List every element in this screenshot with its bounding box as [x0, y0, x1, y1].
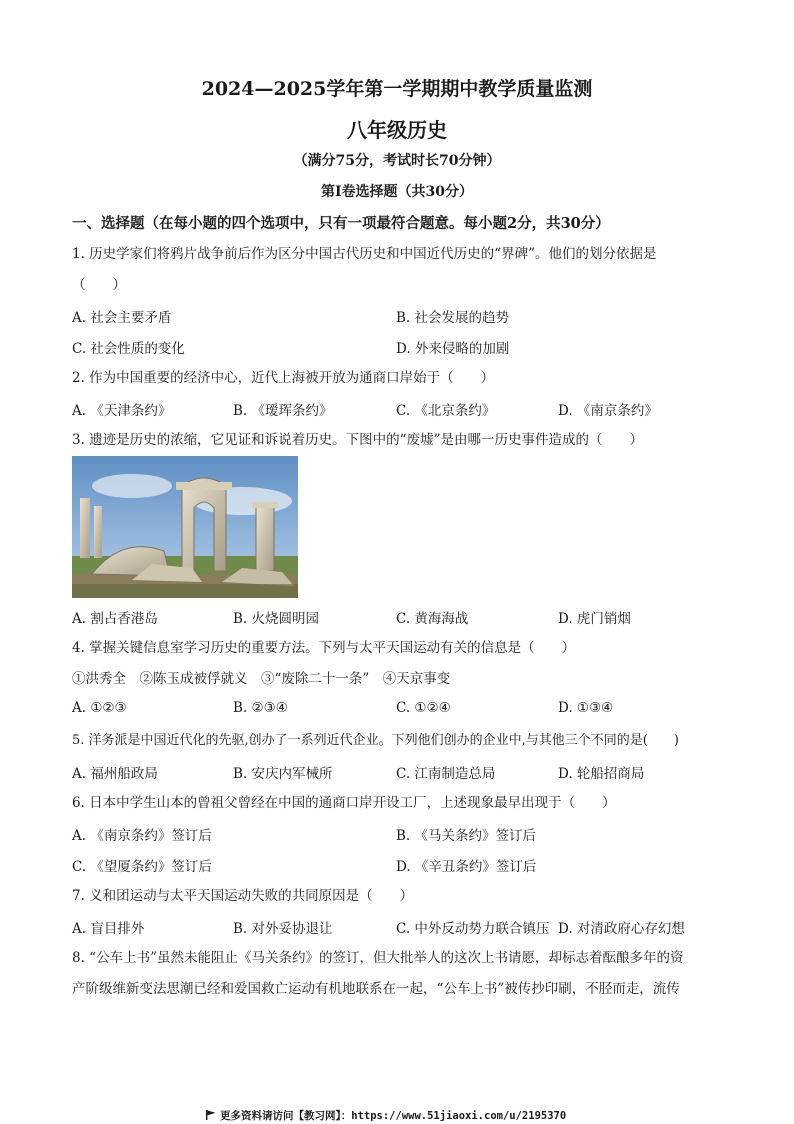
q3-option-a: A. 割占香港岛: [72, 611, 158, 627]
q2-option-b: B. 《瑷珲条约》: [233, 403, 333, 419]
q7-option-a: A. 盲目排外: [72, 921, 145, 937]
q4-option-d: D. ①③④: [558, 700, 614, 716]
question-8-text-cont: 产阶级维新变法思潮已经和爱国救亡运动有机地联系在一起，“公车上书”被传抄印刷，不胫而走，流传: [72, 981, 680, 997]
q3-option-d: D. 虎门销烟: [558, 611, 631, 627]
footer-link[interactable]: [206, 1108, 566, 1123]
question-2-text: 2. 作为中国重要的经济中心，近代上海被开放为通商口岸始于（ ）: [72, 370, 495, 386]
q1-option-c: C. 社会性质的变化: [72, 341, 185, 357]
q5-option-c: C. 江南制造总局: [396, 766, 496, 782]
q6-option-a: A. 《南京条约》签订后: [72, 828, 212, 844]
q2-option-d: D. 《南京条约》: [558, 403, 658, 419]
question-3-text: 3. 遗迹是历史的浓缩，它见证和诉说着历史。下图中的“废墟”是由哪一历史事件造成的（ ）: [72, 432, 643, 448]
q7-option-b: B. 对外妥协退让: [233, 921, 333, 937]
q4-option-c: C. ①②④: [396, 700, 451, 716]
part-heading: 第Ⅰ卷选择题（共30分）: [320, 184, 474, 200]
q5-option-a: A. 福州船政局: [72, 766, 158, 782]
question-5-text: 5. 洋务派是中国近代化的先驱,创办了一系列近代企业。下列他们创办的企业中,与其他三个不同的是( ): [72, 733, 679, 748]
question-1-text: 1. 历史学家们将鸦片战争前后作为区分中国古代历史和中国近代历史的“界碑”。他们的划分依据是: [72, 246, 657, 262]
exam-title: 2024—2025学年第一学期期中教学质量监测: [201, 78, 593, 100]
q6-option-c: C. 《望厦条约》签订后: [72, 859, 212, 875]
question-7-text: 7. 义和团运动与太平天国运动失败的共同原因是（ ）: [72, 888, 414, 904]
q2-option-c: C. 《北京条约》: [396, 403, 496, 419]
q5-option-b: B. 安庆内军械所: [233, 766, 333, 782]
question-1-text-cont: （ ）: [72, 277, 126, 293]
q4-option-b: B. ②③④: [233, 700, 288, 716]
q6-option-d: D. 《辛丑条约》签订后: [396, 859, 537, 875]
ruins-photo: [72, 456, 298, 598]
footer-text: 更多资料请访问【教习网】：https://www.51jiaoxi.com/u/2195370: [220, 1110, 567, 1122]
q2-option-a: A. 《天津条约》: [72, 403, 172, 419]
q1-option-b: B. 社会发展的趋势: [396, 310, 510, 326]
q1-option-a: A. 社会主要矛盾: [72, 310, 172, 326]
q7-option-d: D. 对清政府心存幻想: [558, 921, 685, 937]
question-4-items: ①洪秀全 ②陈玉成被俘就义 ③“废除二十一条” ④天京事变: [72, 671, 451, 687]
exam-info: （满分75分，考试时长70分钟）: [293, 153, 501, 169]
question-8-text: 8. “公车上书”虽然未能阻止《马关条约》的签订，但大批举人的这次上书请愿，却标志着酝酿多年的资: [72, 950, 684, 966]
q4-option-a: A. ①②③: [72, 700, 127, 716]
q1-option-d: D. 外来侵略的加剧: [396, 341, 510, 357]
q5-option-d: D. 轮船招商局: [558, 766, 645, 782]
flag-icon: [206, 1110, 216, 1120]
question-4-text: 4. 掌握关键信息室学习历史的重要方法。下列与太平天国运动有关的信息是（ ）: [72, 640, 576, 656]
question-6-text: 6. 日本中学生山本的曾祖父曾经在中国的通商口岸开设工厂，上述现象最早出现于（ ）: [72, 795, 616, 811]
section-heading: 一、选择题（在每小题的四个选项中，只有一项最符合题意。每小题2分，共30分）: [72, 215, 610, 232]
q3-option-b: B. 火烧圆明园: [233, 611, 320, 627]
q7-option-c: C. 中外反动势力联合镇压: [396, 921, 550, 937]
q6-option-b: B. 《马关条约》签订后: [396, 828, 537, 844]
q3-option-c: C. 黄海海战: [396, 611, 469, 627]
exam-subject: 八年级历史: [347, 118, 447, 142]
